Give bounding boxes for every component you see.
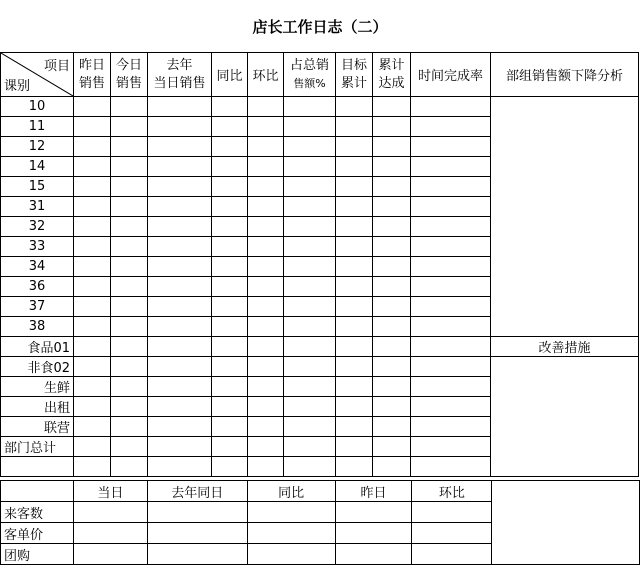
data-cell[interactable]	[212, 157, 248, 177]
data-cell[interactable]	[74, 117, 111, 137]
data-cell[interactable]	[248, 97, 284, 117]
header-line2: 销售	[115, 75, 142, 91]
data-cell[interactable]	[148, 397, 212, 417]
data-cell[interactable]	[373, 317, 411, 337]
header-line1: 去年	[166, 57, 193, 73]
summary-table	[0, 480, 640, 565]
summary-data-cell[interactable]	[335, 523, 412, 544]
category-label: 14	[1, 157, 74, 177]
header-line2: 销售	[78, 75, 105, 91]
data-cell[interactable]	[212, 177, 248, 197]
data-cell[interactable]	[336, 257, 373, 277]
data-cell[interactable]	[336, 317, 373, 337]
diagonal-header-cell	[1, 53, 74, 97]
header-yoy: 同比	[212, 53, 248, 97]
category-label: 非食02	[1, 357, 74, 377]
header-line1: 今日	[115, 57, 142, 73]
summary-data-cell[interactable]	[247, 502, 335, 523]
data-cell[interactable]	[74, 417, 111, 437]
data-cell[interactable]	[74, 217, 111, 237]
data-cell[interactable]	[148, 297, 212, 317]
data-cell[interactable]	[284, 117, 336, 137]
header-mom: 环比	[248, 53, 284, 97]
data-cell[interactable]	[248, 257, 284, 277]
summary-data-cell[interactable]	[147, 502, 247, 523]
summary-row-label: 来客数	[1, 502, 74, 523]
header-time-completion-rate: 时间完成率	[411, 53, 491, 97]
data-cell[interactable]	[212, 357, 248, 377]
category-label: 出租	[1, 397, 74, 417]
data-cell[interactable]	[212, 197, 248, 217]
data-cell[interactable]	[411, 357, 491, 377]
data-cell[interactable]	[111, 337, 148, 357]
data-cell[interactable]	[248, 217, 284, 237]
data-cell[interactable]	[411, 237, 491, 257]
blank-cell[interactable]	[373, 457, 411, 477]
blank-cell[interactable]	[248, 457, 284, 477]
summary-row-label: 客单价	[1, 523, 74, 544]
data-cell[interactable]	[284, 137, 336, 157]
data-cell[interactable]	[74, 297, 111, 317]
data-cell[interactable]	[148, 437, 212, 457]
data-cell[interactable]	[336, 97, 373, 117]
data-cell[interactable]	[373, 237, 411, 257]
header-line2: 当日销售	[153, 75, 206, 91]
category-label: 11	[1, 117, 74, 137]
category-row	[1, 337, 639, 357]
data-cell[interactable]	[284, 357, 336, 377]
data-cell[interactable]	[284, 437, 336, 457]
category-label: 37	[1, 297, 74, 317]
summary-data-cell[interactable]	[335, 502, 412, 523]
sheet-title: 店长工作日志（二）	[252, 17, 388, 36]
data-cell[interactable]	[248, 377, 284, 397]
data-cell[interactable]	[74, 357, 111, 377]
summary-corner-cell	[1, 481, 74, 502]
data-cell[interactable]	[148, 377, 212, 397]
summary-data-cell[interactable]	[412, 544, 492, 565]
data-cell[interactable]	[411, 157, 491, 177]
data-cell[interactable]	[411, 257, 491, 277]
data-cell[interactable]	[212, 277, 248, 297]
data-cell[interactable]	[411, 97, 491, 117]
data-cell[interactable]	[74, 337, 111, 357]
blank-cell[interactable]	[74, 457, 111, 477]
data-cell[interactable]	[74, 237, 111, 257]
data-cell[interactable]	[411, 337, 491, 357]
data-cell[interactable]	[248, 357, 284, 377]
category-label: 36	[1, 277, 74, 297]
blank-cell[interactable]	[336, 457, 373, 477]
header-line1: 目标	[340, 57, 367, 73]
data-cell[interactable]	[148, 97, 212, 117]
summary-row-label: 团购	[1, 544, 74, 565]
data-cell[interactable]	[411, 217, 491, 237]
data-cell[interactable]	[148, 357, 212, 377]
main-table	[0, 52, 639, 477]
data-cell[interactable]	[373, 357, 411, 377]
data-cell[interactable]	[411, 397, 491, 417]
header-line1: 昨日	[78, 57, 105, 73]
data-cell[interactable]	[212, 237, 248, 257]
data-cell[interactable]	[74, 317, 111, 337]
data-cell[interactable]	[284, 377, 336, 397]
data-cell[interactable]	[111, 297, 148, 317]
data-cell[interactable]	[336, 277, 373, 297]
data-cell[interactable]	[248, 417, 284, 437]
summary-header-today: 当日	[73, 481, 147, 502]
data-cell[interactable]	[248, 157, 284, 177]
data-cell[interactable]	[248, 117, 284, 137]
data-cell[interactable]	[336, 117, 373, 137]
data-cell[interactable]	[212, 117, 248, 137]
data-cell[interactable]	[284, 97, 336, 117]
summary-data-cell[interactable]	[412, 523, 492, 544]
data-cell[interactable]	[248, 297, 284, 317]
category-label: 38	[1, 317, 74, 337]
category-label: 生鲜	[1, 377, 74, 397]
data-cell[interactable]	[212, 417, 248, 437]
data-cell[interactable]	[336, 177, 373, 197]
summary-data-cell[interactable]	[147, 523, 247, 544]
data-cell[interactable]	[284, 277, 336, 297]
data-cell[interactable]	[111, 417, 148, 437]
data-cell[interactable]	[111, 437, 148, 457]
header-category-label: 课别	[4, 79, 31, 94]
category-label: 31	[1, 197, 74, 217]
data-cell[interactable]	[111, 137, 148, 157]
data-cell[interactable]	[74, 197, 111, 217]
data-cell[interactable]	[248, 137, 284, 157]
data-cell[interactable]	[74, 137, 111, 157]
data-cell[interactable]	[336, 417, 373, 437]
data-cell[interactable]	[284, 317, 336, 337]
data-cell[interactable]	[373, 217, 411, 237]
blank-cell[interactable]	[111, 457, 148, 477]
data-cell[interactable]	[284, 257, 336, 277]
data-cell[interactable]	[111, 257, 148, 277]
data-cell[interactable]	[148, 217, 212, 237]
data-cell[interactable]	[373, 377, 411, 397]
data-cell[interactable]	[373, 277, 411, 297]
category-label: 食品01	[1, 337, 74, 357]
data-cell[interactable]	[336, 357, 373, 377]
data-cell[interactable]	[212, 97, 248, 117]
data-cell[interactable]	[411, 277, 491, 297]
data-cell[interactable]	[111, 277, 148, 297]
data-cell[interactable]	[248, 177, 284, 197]
data-cell[interactable]	[212, 377, 248, 397]
category-label: 10	[1, 97, 74, 117]
data-cell[interactable]	[148, 177, 212, 197]
data-cell[interactable]	[74, 437, 111, 457]
summary-blank-right	[492, 481, 640, 565]
data-cell[interactable]	[373, 257, 411, 277]
summary-data-cell[interactable]	[247, 523, 335, 544]
summary-header-row	[1, 481, 640, 502]
data-cell[interactable]	[373, 137, 411, 157]
data-cell[interactable]	[373, 197, 411, 217]
data-cell[interactable]	[111, 217, 148, 237]
data-cell[interactable]	[284, 217, 336, 237]
data-cell[interactable]	[212, 437, 248, 457]
data-cell[interactable]	[248, 317, 284, 337]
data-cell[interactable]	[148, 137, 212, 157]
data-cell[interactable]	[373, 437, 411, 457]
data-cell[interactable]	[373, 417, 411, 437]
data-cell[interactable]	[212, 397, 248, 417]
data-cell[interactable]	[111, 197, 148, 217]
data-cell[interactable]	[148, 157, 212, 177]
data-cell[interactable]	[336, 137, 373, 157]
header-last-year-sales	[148, 53, 212, 97]
data-cell[interactable]	[373, 337, 411, 357]
data-cell[interactable]	[74, 97, 111, 117]
data-cell[interactable]	[111, 117, 148, 137]
category-label: 12	[1, 137, 74, 157]
data-cell[interactable]	[248, 437, 284, 457]
data-cell[interactable]	[411, 177, 491, 197]
data-cell[interactable]	[373, 117, 411, 137]
data-cell[interactable]	[74, 377, 111, 397]
data-cell[interactable]	[111, 397, 148, 417]
data-cell[interactable]	[411, 417, 491, 437]
header-line1: 占总销	[289, 57, 329, 73]
data-cell[interactable]	[74, 257, 111, 277]
data-cell[interactable]	[336, 377, 373, 397]
category-row	[1, 357, 639, 377]
data-cell[interactable]	[111, 317, 148, 337]
improvement-label: 改善措施	[491, 337, 639, 357]
category-row	[1, 97, 639, 117]
data-cell[interactable]	[284, 237, 336, 257]
category-label: 15	[1, 177, 74, 197]
analysis-cell[interactable]	[491, 97, 639, 337]
data-cell[interactable]	[212, 257, 248, 277]
data-cell[interactable]	[336, 337, 373, 357]
blank-cell[interactable]	[411, 457, 491, 477]
header-today-sales	[111, 53, 148, 97]
data-cell[interactable]	[148, 197, 212, 217]
data-cell[interactable]	[248, 237, 284, 257]
data-cell[interactable]	[248, 277, 284, 297]
header-line2: 累计	[340, 75, 367, 91]
data-cell[interactable]	[148, 417, 212, 437]
data-cell[interactable]	[74, 157, 111, 177]
data-cell[interactable]	[148, 237, 212, 257]
data-cell[interactable]	[111, 237, 148, 257]
data-cell[interactable]	[373, 97, 411, 117]
data-cell[interactable]	[336, 217, 373, 237]
data-cell[interactable]	[148, 257, 212, 277]
summary-header-yesterday: 昨日	[335, 481, 412, 502]
data-cell[interactable]	[284, 337, 336, 357]
data-cell[interactable]	[373, 157, 411, 177]
data-cell[interactable]	[284, 397, 336, 417]
data-cell[interactable]	[373, 177, 411, 197]
summary-header-mom: 环比	[412, 481, 492, 502]
data-cell[interactable]	[411, 377, 491, 397]
category-label: 联营	[1, 417, 74, 437]
summary-data-cell[interactable]	[147, 544, 247, 565]
data-cell[interactable]	[148, 337, 212, 357]
header-target-cumulative	[336, 53, 373, 97]
category-label: 33	[1, 237, 74, 257]
data-cell[interactable]	[336, 297, 373, 317]
improvement-cell[interactable]	[491, 357, 639, 477]
blank-cell[interactable]	[148, 457, 212, 477]
summary-data-cell[interactable]	[73, 523, 147, 544]
data-cell[interactable]	[248, 337, 284, 357]
data-cell[interactable]	[336, 237, 373, 257]
category-label: 32	[1, 217, 74, 237]
data-cell[interactable]	[411, 197, 491, 217]
data-cell[interactable]	[284, 297, 336, 317]
data-cell[interactable]	[411, 317, 491, 337]
header-share-of-sales	[284, 53, 336, 97]
blank-cell[interactable]	[284, 457, 336, 477]
data-cell[interactable]	[411, 437, 491, 457]
data-cell[interactable]	[212, 337, 248, 357]
summary-data-cell[interactable]	[412, 502, 492, 523]
summary-header-yoy: 同比	[247, 481, 335, 502]
data-cell[interactable]	[111, 177, 148, 197]
data-cell[interactable]	[111, 357, 148, 377]
data-cell[interactable]	[336, 197, 373, 217]
data-cell[interactable]	[74, 397, 111, 417]
header-line1: 累计	[378, 57, 405, 73]
data-cell[interactable]	[111, 97, 148, 117]
header-cumulative-achieved	[373, 53, 411, 97]
data-cell[interactable]	[111, 157, 148, 177]
category-label: 部门总计	[1, 437, 74, 457]
data-cell[interactable]	[336, 157, 373, 177]
data-cell[interactable]	[74, 177, 111, 197]
blank-cell[interactable]	[1, 457, 74, 477]
summary-data-cell[interactable]	[247, 544, 335, 565]
data-cell[interactable]	[74, 277, 111, 297]
data-cell[interactable]	[284, 197, 336, 217]
data-cell[interactable]	[248, 197, 284, 217]
data-cell[interactable]	[411, 137, 491, 157]
data-cell[interactable]	[212, 217, 248, 237]
data-cell[interactable]	[148, 117, 212, 137]
summary-data-cell[interactable]	[335, 544, 412, 565]
header-row	[1, 53, 639, 97]
category-label: 34	[1, 257, 74, 277]
data-cell[interactable]	[284, 417, 336, 437]
data-cell[interactable]	[373, 397, 411, 417]
blank-cell[interactable]	[212, 457, 248, 477]
header-item-label: 项目	[43, 59, 70, 74]
data-cell[interactable]	[373, 297, 411, 317]
data-cell[interactable]	[284, 157, 336, 177]
data-cell[interactable]	[148, 277, 212, 297]
data-cell[interactable]	[284, 177, 336, 197]
summary-data-cell[interactable]	[73, 544, 147, 565]
data-cell[interactable]	[336, 437, 373, 457]
header-sales-decline-analysis: 部组销售额下降分析	[491, 53, 639, 97]
data-cell[interactable]	[212, 137, 248, 157]
data-cell[interactable]	[212, 317, 248, 337]
data-cell[interactable]	[111, 377, 148, 397]
data-cell[interactable]	[248, 397, 284, 417]
data-cell[interactable]	[336, 397, 373, 417]
header-line2: 售额%	[293, 76, 326, 90]
data-cell[interactable]	[212, 297, 248, 317]
summary-header-last-year: 去年同日	[147, 481, 247, 502]
data-cell[interactable]	[148, 317, 212, 337]
data-cell[interactable]	[411, 117, 491, 137]
header-yesterday-sales	[74, 53, 111, 97]
summary-data-cell[interactable]	[73, 502, 147, 523]
header-line2: 达成	[378, 75, 405, 91]
data-cell[interactable]	[411, 297, 491, 317]
